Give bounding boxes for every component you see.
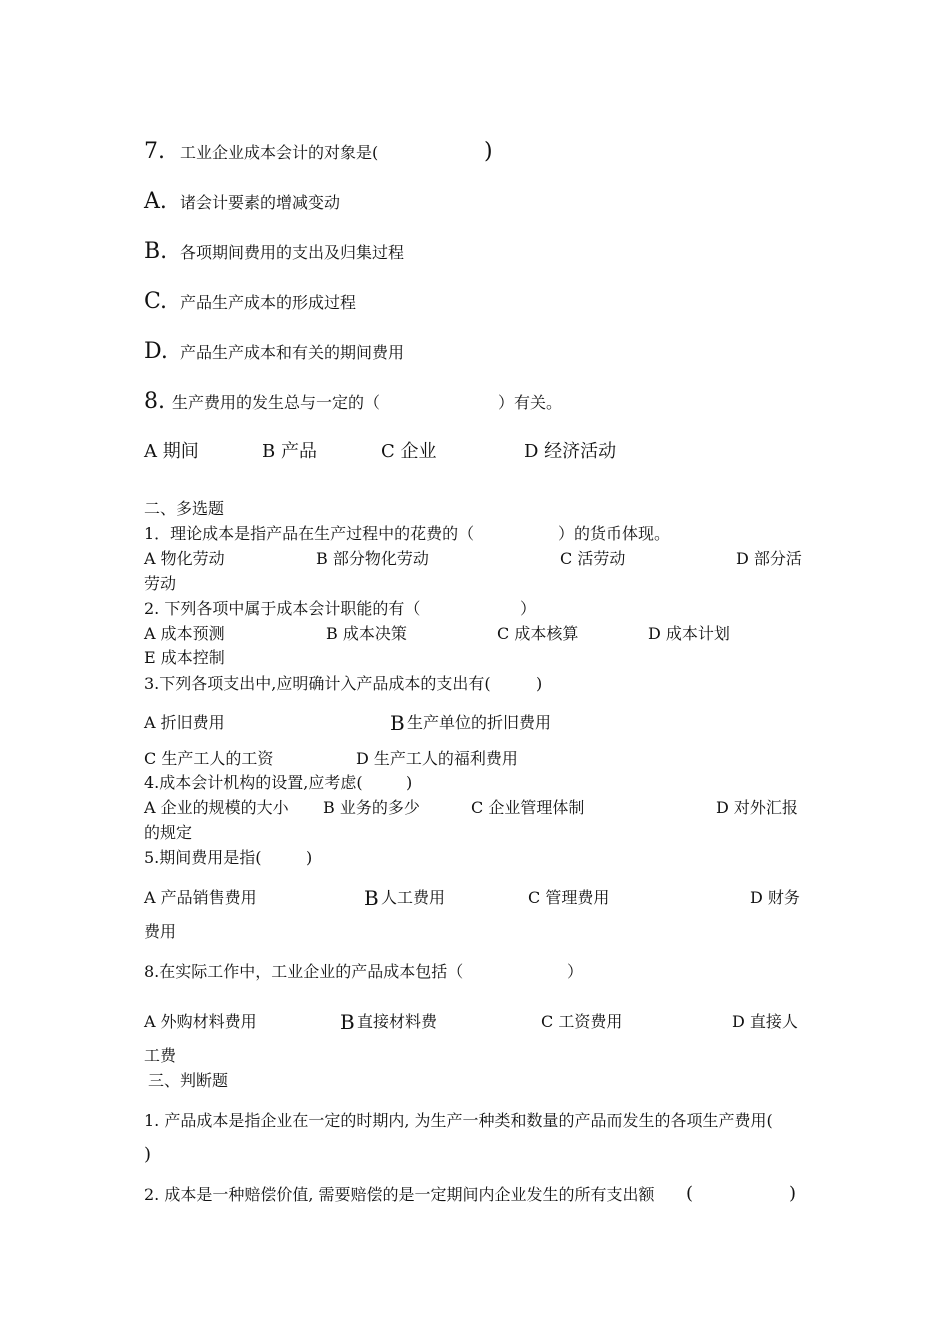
s2-q1-option-c: C 活劳动 xyxy=(560,549,626,568)
s2-q4-text: 4.成本会计机构的设置,应考虑( xyxy=(144,773,363,792)
s2-q2-option-c: C 成本核算 xyxy=(497,624,579,643)
s2-q5-option-c: C 管理费用 xyxy=(528,888,610,907)
q8-option-a: A 期间 xyxy=(144,441,199,462)
q7-text: 工业企业成本会计的对象是( xyxy=(180,143,379,162)
s2-q4-option-c: C 企业管理体制 xyxy=(471,798,585,817)
s2-q4-option-b: B 业务的多少 xyxy=(323,798,420,817)
s2-q5-option-a: A 产品销售费用 xyxy=(144,888,257,907)
s2-q3-close: ) xyxy=(536,674,543,693)
s2-q4-close: ) xyxy=(406,773,413,792)
s2-q1-option-a: A 物化劳动 xyxy=(144,549,225,568)
s2-q4-option-a: A 企业的规模的大小 xyxy=(144,798,289,817)
s3-q2-open: ( xyxy=(686,1183,694,1204)
s2-q5-close: ) xyxy=(306,848,313,867)
s2-q2-option-d: D 成本计划 xyxy=(648,624,730,643)
s2-q8-option-c: C 工资费用 xyxy=(541,1012,623,1031)
s2-q8-option-b-text: 直接材料费 xyxy=(357,1012,438,1031)
q7-option-d-letter: D. xyxy=(144,339,168,364)
s2-q1-close: ）的货币体现。 xyxy=(558,524,671,543)
s2-q2-option-a: A 成本预测 xyxy=(144,624,225,643)
s2-q3-option-b-letter: B xyxy=(390,711,405,735)
q8-option-c: C 企业 xyxy=(381,441,437,462)
s3-q2-text: 2. 成本是一种赔偿价值, 需要赔偿的是一定期间内企业发生的所有支出额 xyxy=(144,1185,655,1204)
q8-option-d: D 经济活动 xyxy=(524,441,617,462)
s2-q3-option-b-text: 生产单位的折旧费用 xyxy=(407,713,552,732)
s2-q8-option-d-cont: 工费 xyxy=(144,1046,177,1065)
s2-q1-option-b: B 部分物化劳动 xyxy=(316,549,429,568)
s2-q3-option-d: D 生产工人的福利费用 xyxy=(356,749,518,768)
s2-q3-option-a: A 折旧费用 xyxy=(144,713,225,732)
s2-q2-option-e: E 成本控制 xyxy=(144,648,225,667)
q7-option-c-letter: C. xyxy=(144,289,168,314)
q7-option-b-letter: B. xyxy=(144,239,168,264)
q8-number: 8. xyxy=(144,389,165,414)
q7-number: 7. xyxy=(144,139,165,164)
q7-option-a-letter: A. xyxy=(144,189,167,214)
q7-option-c-text: 产品生产成本的形成过程 xyxy=(180,293,357,312)
q7-option-a-text: 诸会计要素的增减变动 xyxy=(180,193,341,212)
s2-q3-option-c: C 生产工人的工资 xyxy=(144,749,274,768)
s2-q5-option-d-cont: 费用 xyxy=(144,922,177,941)
s2-q1-option-d: D 部分活 xyxy=(736,549,802,568)
s3-q2-close: ) xyxy=(789,1183,797,1204)
q7-option-d-text: 产品生产成本和有关的期间费用 xyxy=(180,343,405,362)
s2-q1-option-d-cont: 劳动 xyxy=(144,574,177,593)
s2-q3-text: 3.下列各项支出中,应明确计入产品成本的支出有( xyxy=(144,674,491,693)
s2-q2-close: ） xyxy=(520,599,537,618)
section-3-title: 三、判断题 xyxy=(148,1071,229,1090)
q8-close: ）有关。 xyxy=(498,393,563,412)
s2-q5-option-b-letter: B xyxy=(364,886,379,910)
s2-q8-option-d: D 直接人 xyxy=(732,1012,798,1031)
s3-q1-text: 1. 产品成本是指企业在一定的时期内, 为生产一种类和数量的产品而发生的各项生产费用( xyxy=(144,1111,773,1130)
s2-q5-text: 5.期间费用是指( xyxy=(144,848,262,867)
s2-q8-option-b-letter: B xyxy=(340,1010,355,1034)
s2-q4-option-d: D 对外汇报 xyxy=(716,798,798,817)
s2-q8-text: 8.在实际工作中，工业企业的产品成本包括（ xyxy=(144,962,464,981)
s2-q4-option-d-cont: 的规定 xyxy=(144,823,193,842)
s2-q1-text: 1．理论成本是指产品在生产过程中的花费的（ xyxy=(144,524,475,543)
s2-q5-option-d: D 财务 xyxy=(750,888,800,907)
s2-q2-text: 2. 下列各项中属于成本会计职能的有（ xyxy=(144,599,421,618)
q8-text: 生产费用的发生总与一定的（ xyxy=(172,393,381,412)
section-2-title: 二、多选题 xyxy=(144,499,225,518)
q8-option-b: B 产品 xyxy=(262,441,317,462)
s2-q5-option-b-text: 人工费用 xyxy=(381,888,446,907)
s3-q1-cont: ) xyxy=(144,1144,152,1165)
s2-q2-option-b: B 成本决策 xyxy=(326,624,407,643)
q7-option-b-text: 各项期间费用的支出及归集过程 xyxy=(180,243,405,262)
s2-q8-option-a: A 外购材料费用 xyxy=(144,1012,257,1031)
q7-close-paren: ) xyxy=(484,139,493,164)
s2-q8-close: ） xyxy=(567,962,584,981)
